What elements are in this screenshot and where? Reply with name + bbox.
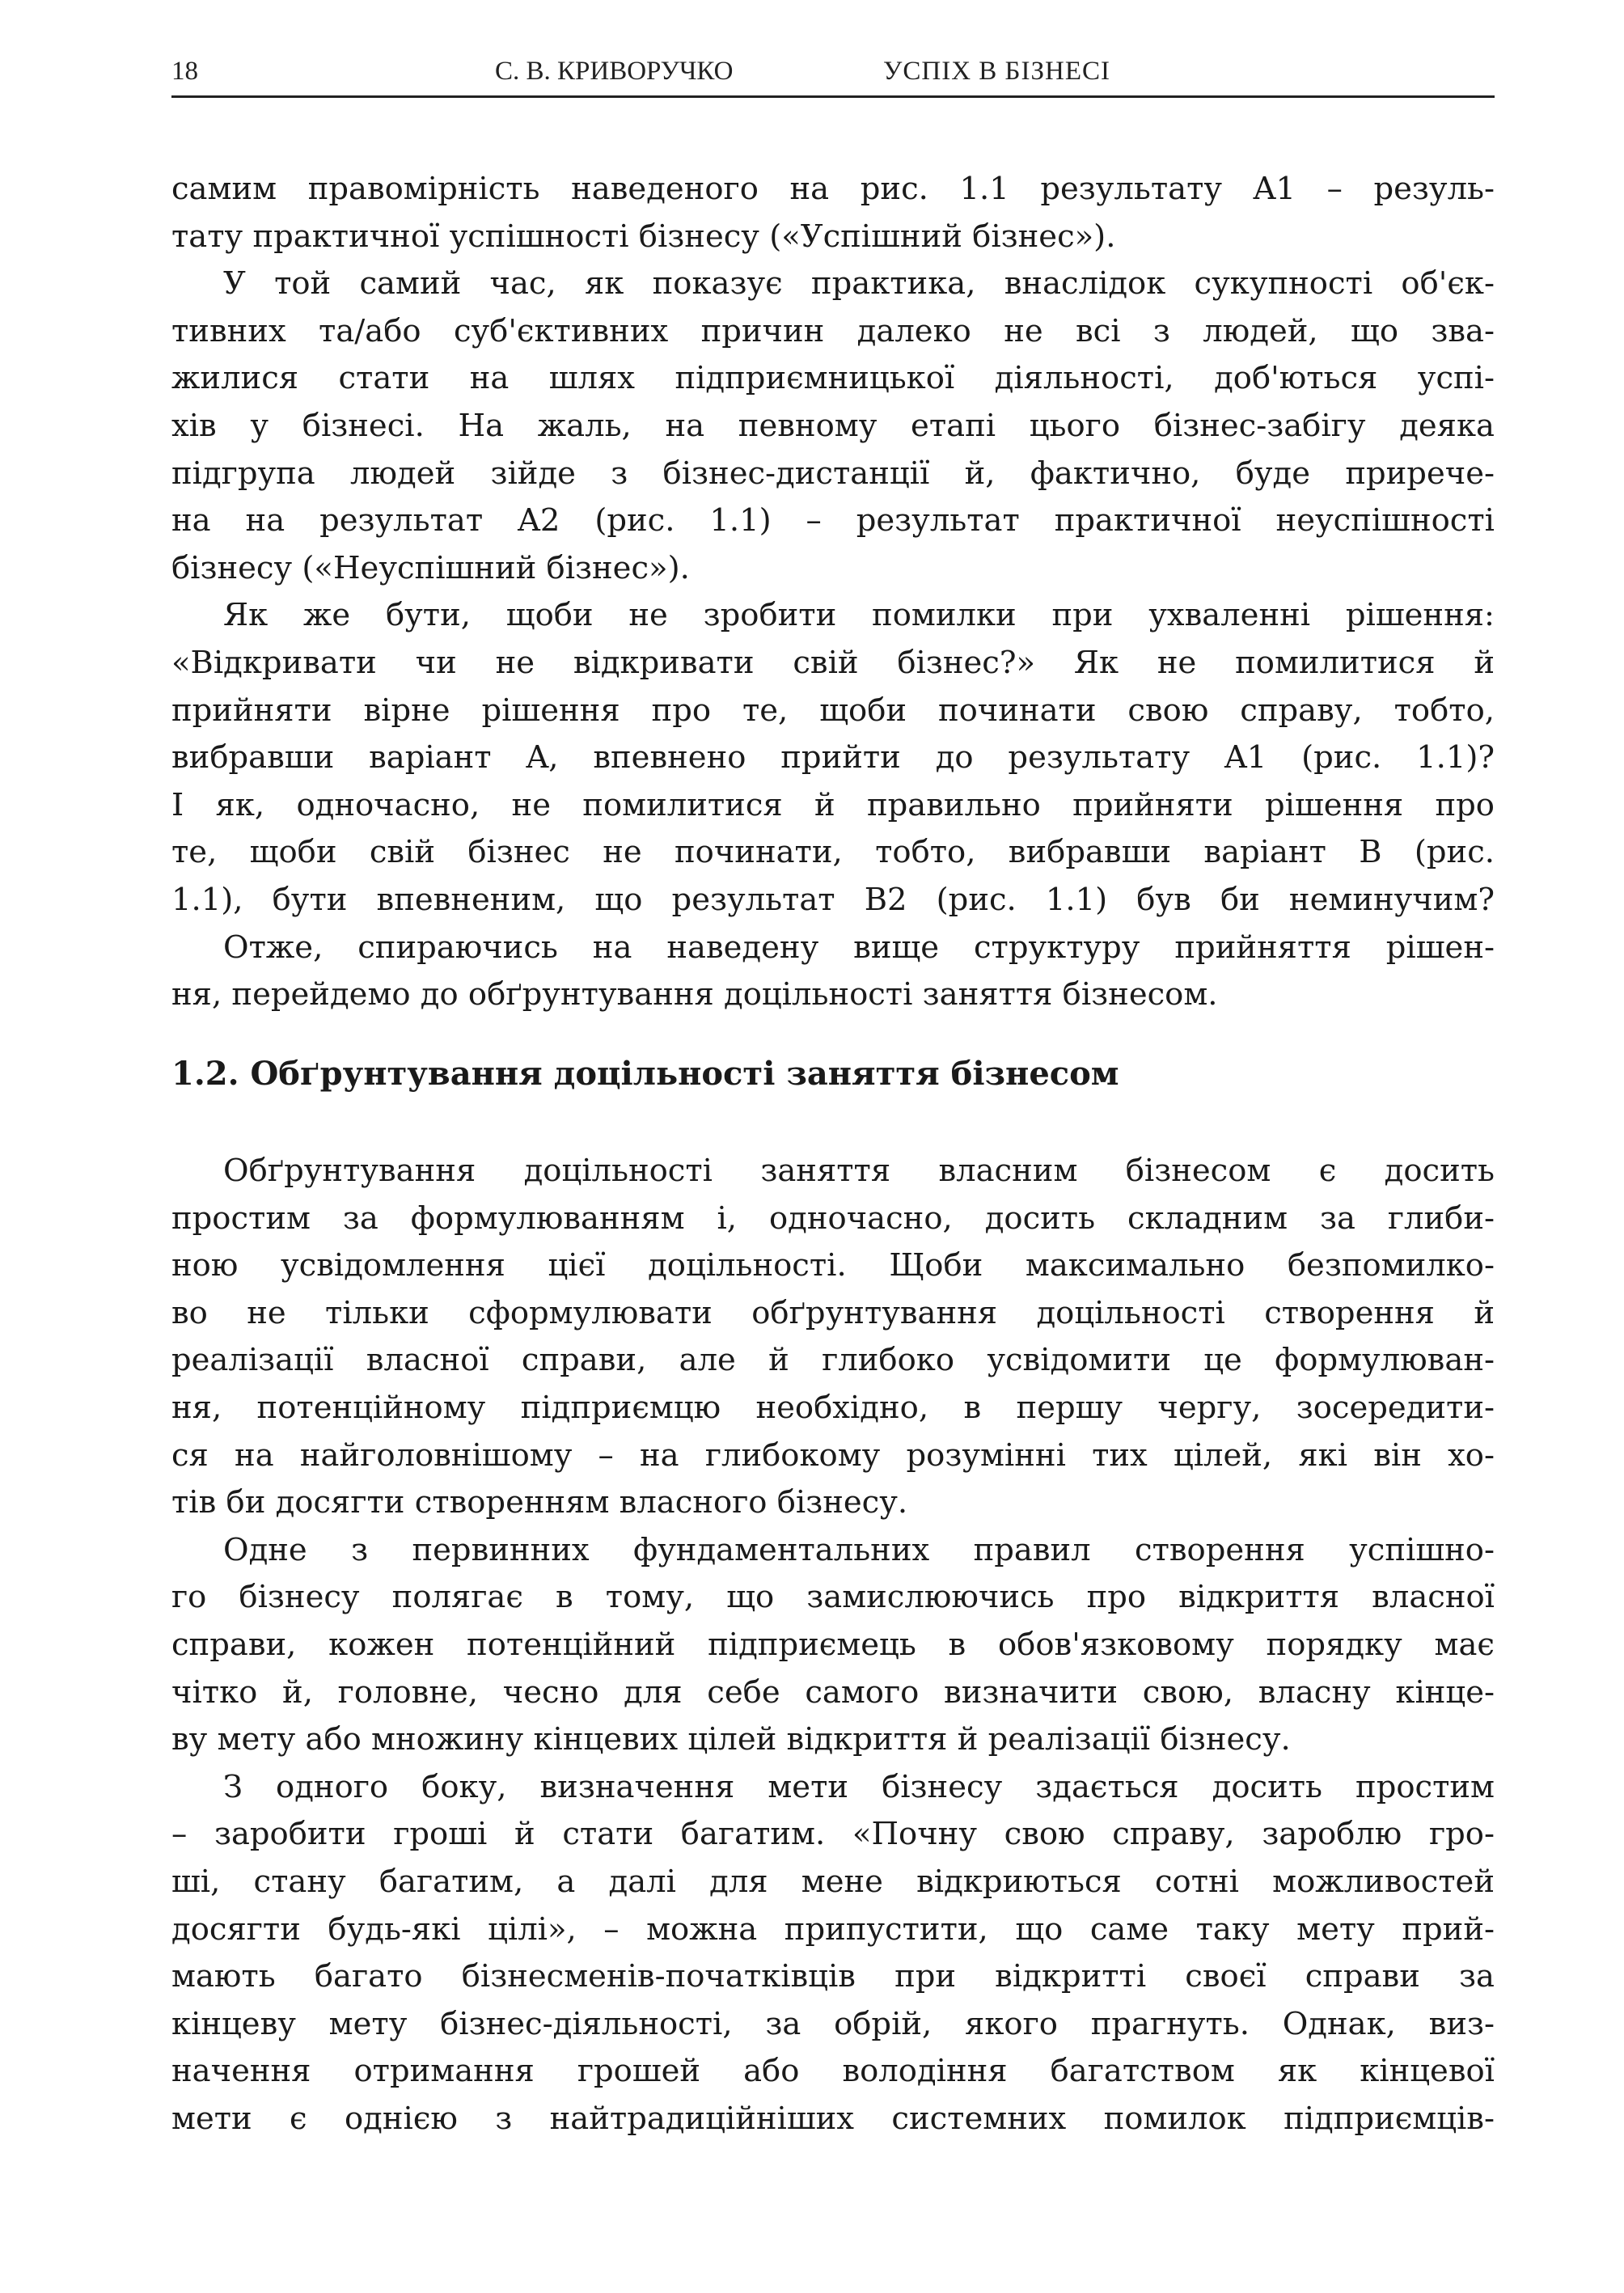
text-line: те, щоби свій бізнес не починати, тобто, вибравши варіант B (рис. [171,834,1495,871]
text-line: «Відкривати чи не відкривати свій бізнес?» Як не помилитися й [171,645,1495,681]
text-line: 1.1), бути впевненим, що результат B2 (рис. 1.1) був би неминучим? [171,882,1495,918]
text-line: во не тільки сформулювати обґрунтування доцільності створення й [171,1294,1495,1331]
text-line: на на результат A2 (рис. 1.1) – результат практичної неуспішності [171,502,1495,539]
text-line: тивних та/або суб'єктивних причин далеко не всі з людей, що зва- [171,312,1495,349]
text-line: самим правомірність наведеного на рис. 1.1 результату A1 – резуль- [171,171,1495,207]
text-line: З одного боку, визначення мети бізнесу здається досить простим [223,1768,1495,1805]
text-line: тів би досягти створенням власного бізнесу. [171,1484,908,1521]
text-line: чітко й, головне, чесно для себе самого визначити свою, власну кінце- [171,1673,1495,1711]
page-number: 18 [171,57,198,86]
text-line: І як, одночасно, не помилитися й правильно прийняти рішення про [171,786,1495,823]
text-line: ня, перейдемо до обґрунтування доцільності заняття бізнесом. [171,976,1218,1013]
text-line: начення отримання грошей або володіння багатством як кінцевої [171,2053,1495,2090]
text-line: – заробити гроші й стати багатим. «Почну свою справу, зароблю гро- [171,1816,1495,1853]
text-line: мають багато бізнесменів-початківців при відкритті своєї справи за [171,1958,1495,1995]
text-line: досягти будь-які цілі», – можна припустити, що саме таку мету прий- [171,1910,1495,1948]
text-line: ші, стану багатим, а далі для мене відкриються сотні можливостей [171,1864,1495,1900]
text-line: справи, кожен потенційний підприємець в обов'язковому порядку має [171,1627,1495,1663]
text-line: ся на найголовнішому – на глибокому розумінні тих цілей, які він хо- [171,1436,1495,1474]
text-line: Одне з первинних фундаментальних правил створення успішно- [223,1531,1495,1568]
text-line: У той самий час, як показує практика, внаслідок сукупності об'єк- [223,265,1495,302]
text-line: реалізації власної справи, але й глибоко усвідомити це формулюван- [171,1342,1495,1379]
text-line: жилися стати на шлях підприємницької діяльності, доб'ються успі- [171,360,1495,397]
text-line: ву мету або множину кінцевих цілей відкриття й реалізації бізнесу. [171,1721,1291,1758]
text-line: підгрупа людей зійде з бізнес-дистанції й, фактично, буде прирече- [171,455,1495,492]
text-line: го бізнесу полягає в тому, що замислюючись про відкриття власної [171,1579,1495,1616]
text-line: мети є однією з найтрадиційніших системних помилок підприємців- [171,2101,1495,2137]
text-line: Обґрунтування доцільності заняття власним бізнесом є досить [223,1153,1495,1189]
text-line: бізнесу («Неуспішний бізнес»). [171,549,690,586]
text-line: вибравши варіант A, впевнено прийти до результату A1 (рис. 1.1)? [171,739,1495,776]
text-line: ня, потенційному підприємцю необхідно, в першу чергу, зосередити- [171,1390,1495,1426]
section-heading: 1.2. Обґрунтування доцільності заняття бізнесом [171,1055,1119,1093]
text-line: Як же бути, щоби не зробити помилки при ухваленні рішення: [223,597,1495,634]
header-author: С. В. КРИВОРУЧКО [495,57,734,86]
text-line: Отже, спираючись на наведену вище структуру прийняття рішен- [223,929,1495,966]
text-line: простим за формулюванням і, одночасно, досить складним за глиби- [171,1199,1495,1237]
header-book-title: УСПІХ В БІЗНЕСІ [883,57,1110,86]
text-line: ною усвідомлення цієї доцільності. Щоби максимально безпомилко- [171,1247,1495,1284]
text-line: кінцеву мету бізнес-діяльності, за обрій, якого прагнуть. Однак, виз- [171,2005,1495,2042]
text-line: тату практичної успішності бізнесу («Успішний бізнес»). [171,218,1116,255]
text-line: прийняти вірне рішення про те, щоби починати свою справу, тобто, [171,692,1495,729]
text-line: хів у бізнесі. На жаль, на певному етапі цього бізнес-забігу деяка [171,408,1495,444]
running-header [171,47,1495,98]
